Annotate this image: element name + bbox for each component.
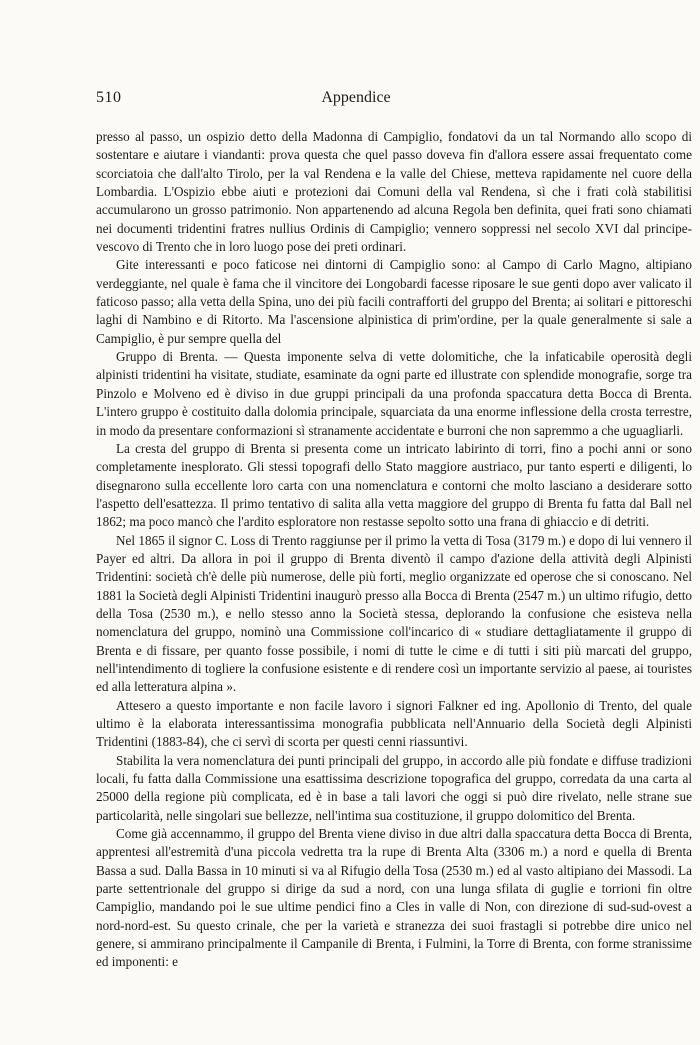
paragraph-2-text: Gite interessanti e poco faticose nei dintorni di Campiglio sono: al Campo di Carlo Magno, altipiano verdeggiante, nel quale è fama che il vincitore dei Longobardi facesse riposare le sue genti dopo aver valicato il faticoso passo; alla vetta della Spina, uno dei più facili contrafforti del gruppo del Brenta; ai solitari e pittoreschi laghi di Nambino e di Ritorto. Ma l'ascensione alpinistica di prim'ordine, per la quale generalmente si sale a Campiglio, è pur sempre quella del xyxy=(96,257,692,346)
paragraph-1 xyxy=(96,128,692,256)
paragraph-7 xyxy=(96,752,692,825)
paragraph-3-text: — Questa imponente selva di vette dolomitiche, che la infaticabile operosità degli alpinisti tridentini ha visitate, studiate, esaminate da ogni parte ed illustrate con splendide monografie, sorge tra Pinzolo e Molveno ed è diviso in due gruppi principali da una profonda spaccatura detta Bocca di Brenta. L'intero gruppo è costituito dalla dolomia principale, squarciata da una enorme inflessione della crosta terrestre, in modo da presentare conformazioni sì stranamente accidentate e burroni che non sapremmo a che uguagliarli. xyxy=(96,349,692,438)
paragraph-1-text: presso al passo, un ospizio detto della Madonna di Campiglio, fondatovi da un tal Normando allo scopo di sostentare e aiutare i viandanti: prova questa che quel passo doveva fin d'allora essere assai frequentato come scorciatoia che dall'alto Tirolo, per la val Rendena e la valle del Chiese, metteva rapidamente nel cuore della Lombardia. L'Ospizio ebbe aiuti e protezioni dai Comuni della val Rendena, sì che i frati colà stabilitisi accumularono un grosso patrimonio. Non appartenendo ad alcuna Regola ben definita, quei frati sono chiamati nei documenti tridentini fratres nullius Ordinis di Campiglio; vennero soppressi nel secolo XVI dal principe-vescovo di Trento che in loro luogo pose dei preti ordinari. xyxy=(96,129,692,255)
paragraph-5-text: Nel 1865 il signor C. Loss di Trento raggiunse per il primo la vetta di Tosa (3179 m.) e dopo di lui vennero il Payer ed altri. Da allora in poi il gruppo di Brenta diventò il campo d'azione della attività degli Alpinisti Tridentini: società ch'è delle più numerose, delle più forti, meglio organizzate ed operose che si conoscano. Nel 1881 la Società degli Alpinisti Tridentini inaugurò presso alla Bocca di Brenta (2547 m.) un ultimo rifugio, detto della Tosa (2530 m.), e nello stesso anno la Società stessa, deplorando la confusione che esisteva nella nomenclatura del gruppo, nominò una Commissione coll'incarico di « studiare dettagliatamente il gruppo di Brenta e di fissare, per quanto fosse possibile, i nomi di tutte le cime e di tutti i siti più marcati del gruppo, nell'intendimento di togliere la confusione esistente e di rendere così un importante servizio al paese, ai touristes ed alla letteratura alpina ». xyxy=(96,532,692,695)
body-text xyxy=(96,128,692,972)
paragraph-5 xyxy=(96,532,692,697)
paragraph-8 xyxy=(96,825,692,972)
paragraph-4-text: La cresta del gruppo di Brenta si presenta come un intricato labirinto di torri, fino a pochi anni or sono completamente inesplorato. Gli stessi topografi dello Stato maggiore austriaco, pur tanto esperti e diligenti, lo disegnarono sulla eccellente loro carta con una nomenclatura e contorni che molto lasciano a desiderare sotto l'aspetto dell'esattezza. Il primo tentativo di salita alla vetta maggiore del gruppo di Brenta fu fatta dal Ball nel 1862; ma poco mancò che l'ardito esploratore non restasse sepolto sotto una frana di ghiaccio e di detriti. xyxy=(96,440,692,530)
page-number: 510 xyxy=(96,89,122,106)
page-header xyxy=(96,89,616,109)
paragraph-8-text: Come già accennammo, il gruppo del Brenta viene diviso in due altri dalla spaccatura detta Bocca di Brenta, apprentesi all'estremità d'una piccola vedretta tra la rupe di Brenta Alta (3306 m.) a nord e quella di Brenta Bassa a sud. Dalla Bassa in 10 minuti si va al Rifugio della Tosa (2530 m.) ed al vasto altipiano dei Massodi. La parte settentrionale del gruppo si dirige da sud a nord, con una lunga sfilata di guglie e torrioni fin oltre Campiglio, mandando poi le sue ultime pendici fino a Cles in valle di Non, con direzione di sud-sud-ovest a nord-nord-est. Su questo crinale, che per la varietà e stranezza dei suoi frastagli si potrebbe dire unico nel genere, si ammirano principalmente il Campanile di Brenta, i Fulmini, la Torre di Brenta, con forme stranissime ed imponenti: e xyxy=(96,826,692,970)
paragraph-7-text: Stabilita la vera nomenclatura dei punti principali del gruppo, in accordo alle più fondate e diffuse tradizioni locali, fu fatta dalla Commissione una esattissima descrizione topografica del gruppo, corredata da una carta al 25000 della regione più complicata, ed è in base a tali lavori che oggi si può dire rivelato, nelle strane sue particolarità, nelle singolari sue bellezze, nell'intima sua costituzione, il gruppo dolomitico del Brenta. xyxy=(96,752,692,823)
paragraph-4 xyxy=(96,440,692,532)
running-title: Appendice xyxy=(321,89,391,106)
paragraph-6 xyxy=(96,697,692,752)
paragraph-3 xyxy=(96,348,692,440)
paragraph-2 xyxy=(96,256,692,348)
section-heading: Gruppo di Brenta. xyxy=(116,349,218,365)
paragraph-6-text: Attesero a questo importante e non facile lavoro i signori Falkner ed ing. Apollonio di Trento, del quale ultimo è la elaborata interessantissima monografia pubblicata nell'Annuario della Società degli Alpinisti Tridentini (1883-84), che ci servì di scorta per questi cenni riassuntivi. xyxy=(96,697,692,750)
